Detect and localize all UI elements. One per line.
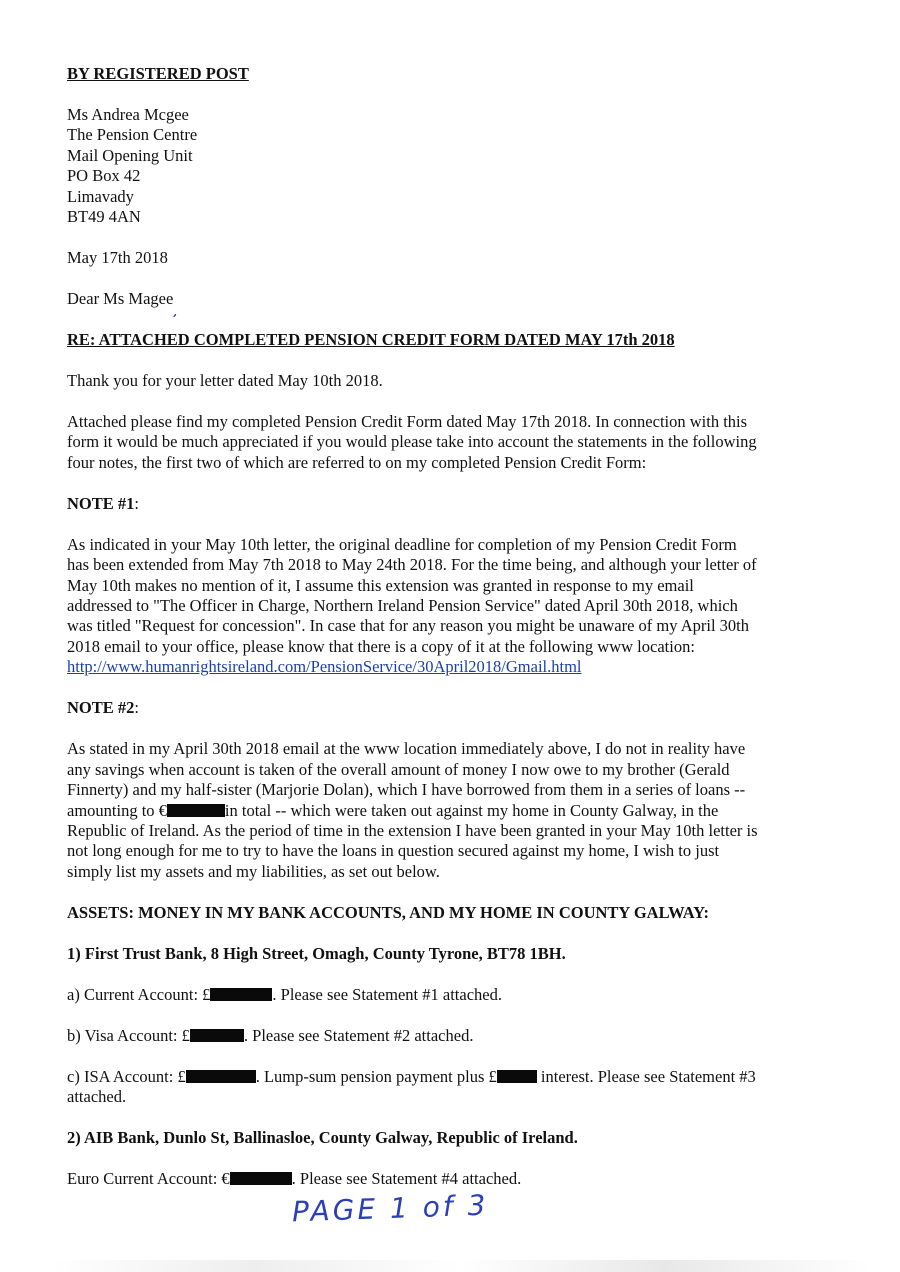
paragraph-line: four notes, the first two of which are referred to on my completed Pension Credit Form: — [67, 452, 647, 472]
paragraph-line: As stated in my April 30th 2018 email at the www location immediately above, I do not in reality have — [67, 739, 746, 759]
redaction-bar — [210, 988, 272, 1001]
isa-account-line: c) ISA Account: £ . Lump-sum pension payment plus £ interest. Please see Statement #3 — [67, 1066, 756, 1086]
isa-account-paragraph — [67, 1067, 837, 1108]
bank1-heading: 1) First Trust Bank, 8 High Street, Omagh, County Tyrone, BT78 1BH. — [67, 943, 566, 963]
loan-amount-suffix: in total -- which were taken out against my home in County Galway, in the — [224, 800, 719, 820]
note2-heading-text: NOTE #2 — [67, 698, 135, 718]
letter-body — [67, 64, 837, 1190]
paragraph-line: simply list my assets and my liabilities, as set out below. — [67, 861, 440, 881]
loan-amount-prefix: amounting to € — [67, 800, 167, 820]
euro-account-line: Euro Current Account: € . Please see Statement #4 attached. — [67, 1169, 522, 1189]
paragraph-line: 2018 email to your office, please know that there is a copy of it at the following www location: — [67, 636, 695, 656]
scan-edge-shadow — [50, 1260, 870, 1272]
letter-date: May 17th 2018 — [67, 248, 168, 268]
pension-service-link[interactable]: http://www.humanrightsireland.com/PensionService/30April2018/Gmail.html — [67, 657, 582, 677]
assets-heading: ASSETS: MONEY IN MY BANK ACCOUNTS, AND MY HOME IN COUNTY GALWAY: — [67, 902, 710, 922]
paragraph-line: not long enough for me to try to have the loans in question secured against my home, I wish to just — [67, 841, 720, 861]
redaction-bar — [190, 1029, 244, 1042]
recipient-name: Ms Andrea Mcgee — [67, 105, 189, 124]
paragraph-line: As indicated in your May 10th letter, the original deadline for completion of my Pension Credit Form — [67, 534, 737, 554]
handwritten-comma-mark: , — [171, 303, 182, 321]
paragraph-line: May 10th makes no mention of it, I assume this extension was granted in response to my email — [67, 575, 694, 595]
paragraph-line: Attached please find my completed Pension Credit Form dated May 17th 2018. In connection with this — [67, 412, 748, 432]
isa-account-line2: attached. — [67, 1087, 127, 1107]
note2-heading: NOTE #2: — [67, 698, 139, 718]
paragraph-line: form it would be much appreciated if you would please take into account the statements in the following — [67, 432, 757, 452]
redaction-bar — [230, 1172, 292, 1185]
note1-heading: NOTE #1: — [67, 493, 139, 513]
recipient-org: The Pension Centre — [67, 125, 198, 145]
paragraph-line: Republic of Ireland. As the period of time in the extension I have been granted in your May 10th letter is — [67, 820, 758, 840]
redaction-bar — [497, 1070, 537, 1083]
paragraph-line — [67, 801, 837, 821]
redaction-bar — [167, 804, 225, 817]
subject-line: RE: ATTACHED COMPLETED PENSION CREDIT FORM DATED MAY 17th 2018 — [67, 330, 675, 350]
paragraph-line: addressed to "The Officer in Charge, Northern Ireland Pension Service" dated April 30th 2018, which — [67, 596, 738, 616]
recipient-town: Limavady — [67, 186, 134, 206]
bank2-heading: 2) AIB Bank, Dunlo St, Ballinasloe, County Galway, Republic of Ireland. — [67, 1128, 578, 1148]
salutation: Dear Ms Magee — [67, 289, 174, 309]
recipient-unit: Mail Opening Unit — [67, 145, 193, 165]
paragraph-line: has been extended from May 7th 2018 to May 24th 2018. For the time being, and although your letter of — [67, 555, 757, 575]
note2-paragraph — [67, 739, 837, 882]
visa-account-line: b) Visa Account: £ . Please see Statement #2 attached. — [67, 1025, 474, 1045]
handwritten-page-marker: PAGE 1 of 3 — [291, 1188, 489, 1229]
attached-paragraph — [67, 412, 837, 473]
paragraph-line: Finnerty) and my half-sister (Marjorie Dolan), which I have borrowed from them in a series of loans -- — [67, 780, 746, 800]
recipient-pobox: PO Box 42 — [67, 166, 141, 186]
recipient-postcode: BT49 4AN — [67, 207, 141, 227]
paragraph-line: any savings when account is taken of the overall amount of money I now owe to my brother (Gerald — [67, 759, 730, 779]
note1-paragraph — [67, 535, 837, 678]
current-account-line: a) Current Account: £ . Please see Statement #1 attached. — [67, 984, 502, 1004]
note1-heading-text: NOTE #1 — [67, 493, 135, 513]
recipient-address — [67, 105, 837, 227]
redaction-bar — [186, 1070, 256, 1083]
registered-post-header: BY REGISTERED POST — [67, 64, 249, 83]
intro-paragraph: Thank you for your letter dated May 10th 2018. — [67, 371, 383, 391]
paragraph-line: was titled "Request for concession". In case that for any reason you might be unaware of my April 30th — [67, 616, 750, 636]
